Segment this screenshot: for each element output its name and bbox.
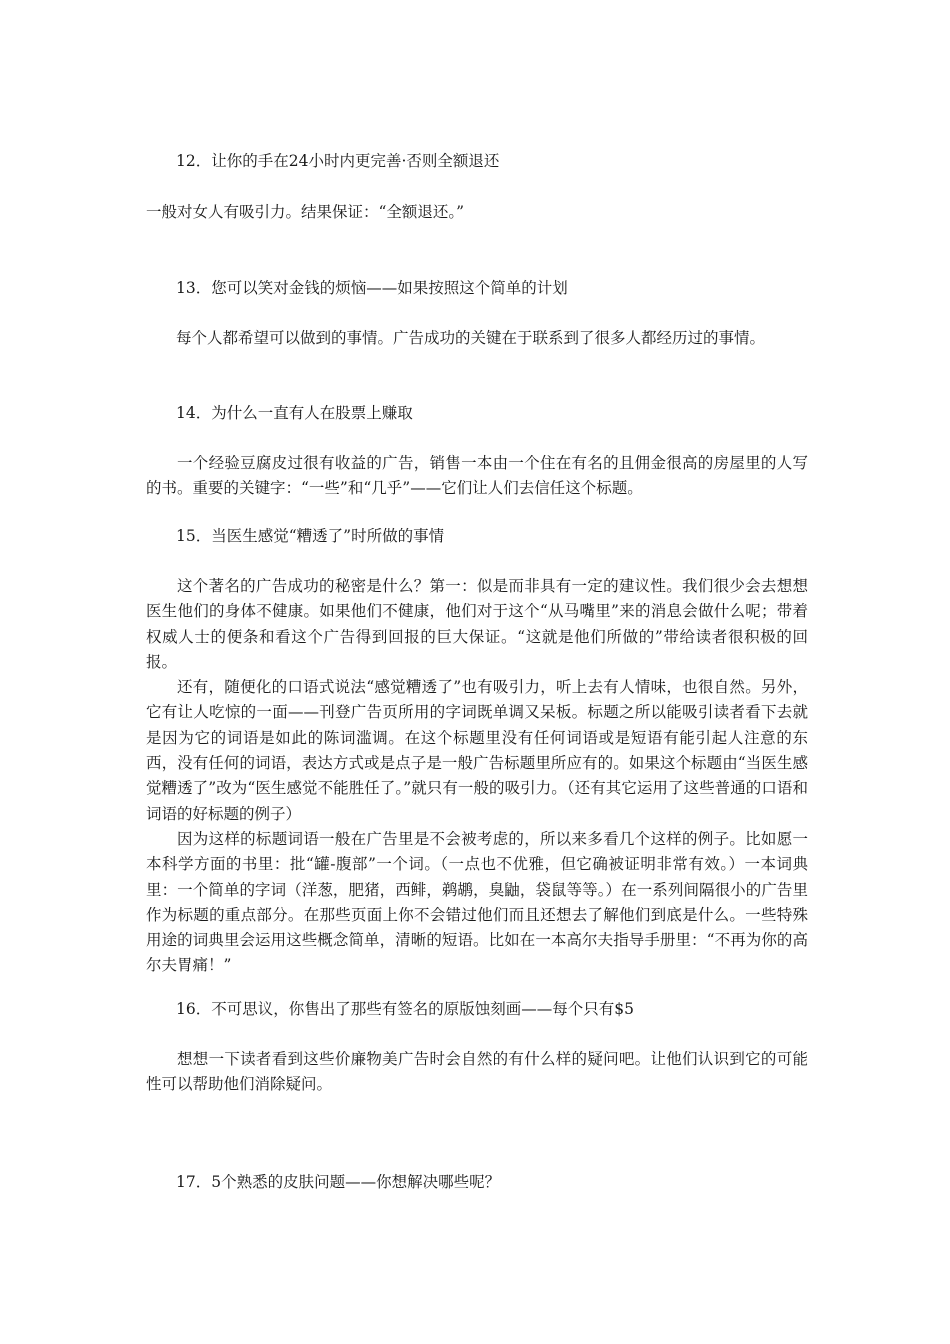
section-15-paragraph-2: 还有，随便化的口语式说法“感觉糟透了”也有吸引力，听上去有人情味，也很自然。另外，它有让人吃惊的一面——刊登广告页所用的字词既单调又呆板。标题之所以能吸引读者看下去就是因为它的词语是如此的陈词滥调。在这个标题里没有任何词语或是短语有能引起人注意的东西，没有任何的词语，表达方式或是点子是一般广告标题里所应有的。如果这个标题由“当医生感觉糟透了”改为“医生感觉不能胜任了。”就只有一般的吸引力。（还有其它运用了这些普通的口语和词语的好标题的例子） [146,678,808,823]
section-16-heading: 16．不可思议，你售出了那些有签名的原版蚀刻画——每个只有$5 [176,1000,634,1018]
section-16-body [146,1047,808,1098]
section-16-paragraph: 想想一下读者看到这些价廉物美广告时会自然的有什么样的疑问吧。让他们认识到它的可能性可以帮助他们消除疑问。 [146,1050,808,1094]
section-15-body [146,574,808,979]
section-12-heading: 12．让你的手在24小时内更完善·否则全额退还 [176,152,500,170]
section-13-heading: 13．您可以笑对金钱的烦恼——如果按照这个简单的计划 [176,279,568,297]
section-17-heading: 17．5个熟悉的皮肤问题——你想解决哪些呢？ [176,1173,501,1191]
section-15-paragraph-1: 这个著名的广告成功的秘密是什么？第一：似是而非具有一定的建议性。我们很少会去想想医生他们的身体不健康。如果他们不健康，他们对于这个“从马嘴里”来的消息会做什么呢；带着权威人士的便条和看这个广告得到回报的巨大保证。“这就是他们所做的”带给读者很积极的回报。 [146,577,808,671]
section-13-paragraph: 每个人都希望可以做到的事情。广告成功的关键在于联系到了很多人都经历过的事情。 [176,329,766,347]
section-14-body [146,451,808,502]
section-12-paragraph: 一般对女人有吸引力。结果保证：“全额退还。” [146,203,465,221]
section-14-heading: 14．为什么一直有人在股票上赚取 [176,404,413,422]
section-15-heading: 15．当医生感觉“糟透了”时所做的事情 [176,527,445,545]
section-14-paragraph: 一个经验豆腐皮过很有收益的广告，销售一本由一个住在有名的且佣金很高的房屋里的人写的书。重要的关键字：“一些”和“几乎”——它们让人们去信任这个标题。 [146,454,808,498]
section-15-paragraph-3: 因为这样的标题词语一般在广告里是不会被考虑的，所以来多看几个这样的例子。比如愿一本科学方面的书里：批“罐-腹部”一个词。（一点也不优雅，但它确被证明非常有效。）一本词典里：一个简单的字词（洋葱，肥猪，西鲱，鹈鹕，臭鼬，袋鼠等等。）在一系列间隔很小的广告里作为标题的重点部分。在那些页面上你不会错过他们而且还想去了解他们到底是什么。一些特殊用途的词典里会运用这些概念简单，清晰的短语。比如在一本高尔夫指导手册里：“不再为你的高尔夫胃痛！” [146,829,808,975]
